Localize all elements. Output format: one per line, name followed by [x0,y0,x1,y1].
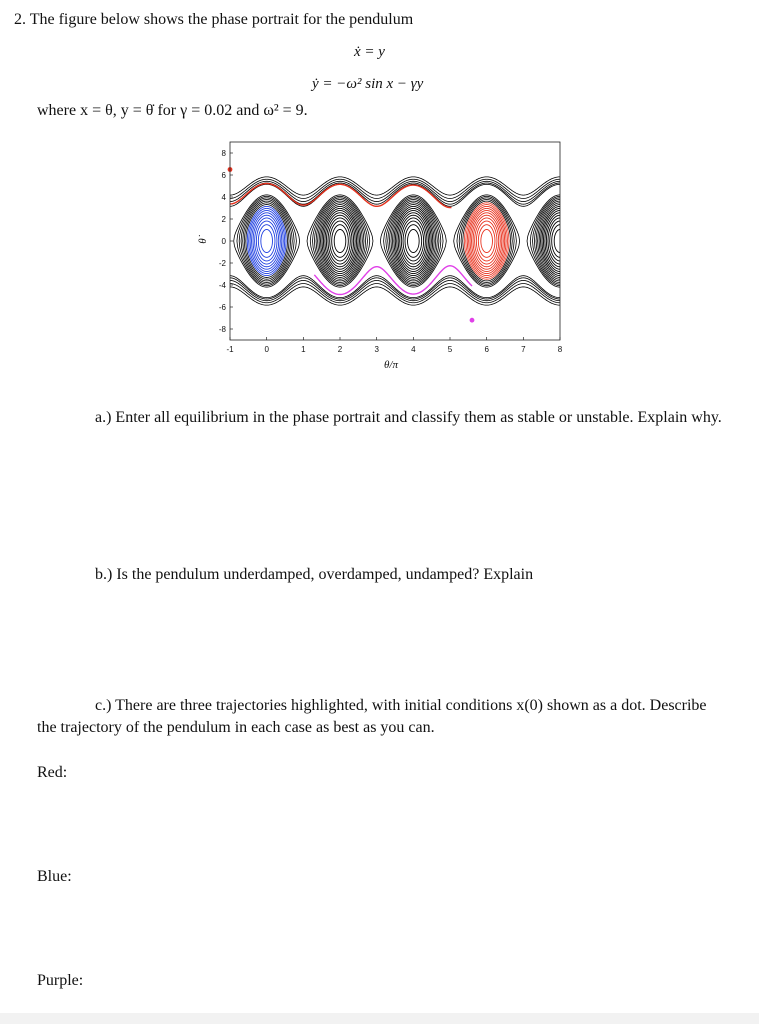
closed-orbit [253,215,280,267]
closed-orbit [481,229,493,252]
closed-orbit [256,221,277,261]
question-heading [14,11,413,29]
equation-x-dot: ẋ = y [354,44,385,60]
x-tick-label: 0 [264,345,269,354]
closed-orbit [473,215,500,267]
y-tick-label: -4 [218,281,226,290]
closed-orbit [326,215,353,267]
y-tick-label: -8 [218,325,226,334]
y-tick-label: 2 [221,215,226,224]
y-tick-label: 8 [221,149,226,158]
part-c-prompt: c.) There are three trajectories highlighted, with initial conditions x(0) shown as a dot. Describe the trajectory of the pendulum in each case as best as you can. [37,697,707,736]
x-tick-label: 2 [337,345,343,354]
question-number: 2. [14,11,26,28]
x-tick-label: 8 [557,345,563,354]
x-tick-label: 4 [411,345,416,354]
red-answer-label: Red: [37,764,68,781]
y-tick-label: 4 [221,193,226,202]
purple-answer-label: Purple: [37,972,84,989]
part-a-prompt: a.) Enter all equilibrium in the phase portrait and classify them as stable or unstable. Explain why. [95,409,722,426]
upper-rotating-orbit [223,181,568,201]
phase-portrait-figure [196,138,571,388]
closed-orbit [334,229,346,252]
x-tick-label: -1 [226,345,234,354]
closed-orbit [400,215,427,267]
blue-answer-label: Blue: [37,868,72,885]
equation-y-dot: ẏ = −ω² sin x − γy [312,76,424,92]
x-tick-label: 1 [301,345,306,354]
trajectory-layer [223,177,571,305]
closed-orbit [539,205,571,278]
x-axis-label: θ/π [384,359,398,371]
y-tick-label: 6 [221,171,226,180]
part-b-prompt: b.) Is the pendulum underdamped, overdamped, undamped? Explain [95,566,534,583]
closed-orbit [261,229,273,252]
y-tick-label: -6 [218,303,226,312]
phase-portrait-chart [196,138,571,383]
closed-orbit [476,221,497,261]
parameter-statement: where x = θ, y = θ̇ for γ = 0.02 and ω² = 9. [37,102,308,119]
question-intro: The figure below shows the phase portrait for the pendulum [29,11,414,28]
x-tick-label: 6 [484,345,489,354]
closed-orbit [408,229,420,252]
y-axis-label: θ̇ [197,238,209,244]
y-tick-label: -2 [218,259,226,268]
purple-initial-dot [470,318,475,323]
y-tick-label: 0 [221,237,226,246]
x-tick-label: 3 [374,345,379,354]
lower-rotating-orbit [223,284,568,303]
upper-rotating-orbit [223,179,568,198]
page-bottom-edge [0,1013,759,1024]
x-tick-label: 7 [521,345,526,354]
x-tick-label: 5 [447,345,453,354]
closed-orbit [330,221,351,261]
closed-orbit [403,221,424,261]
